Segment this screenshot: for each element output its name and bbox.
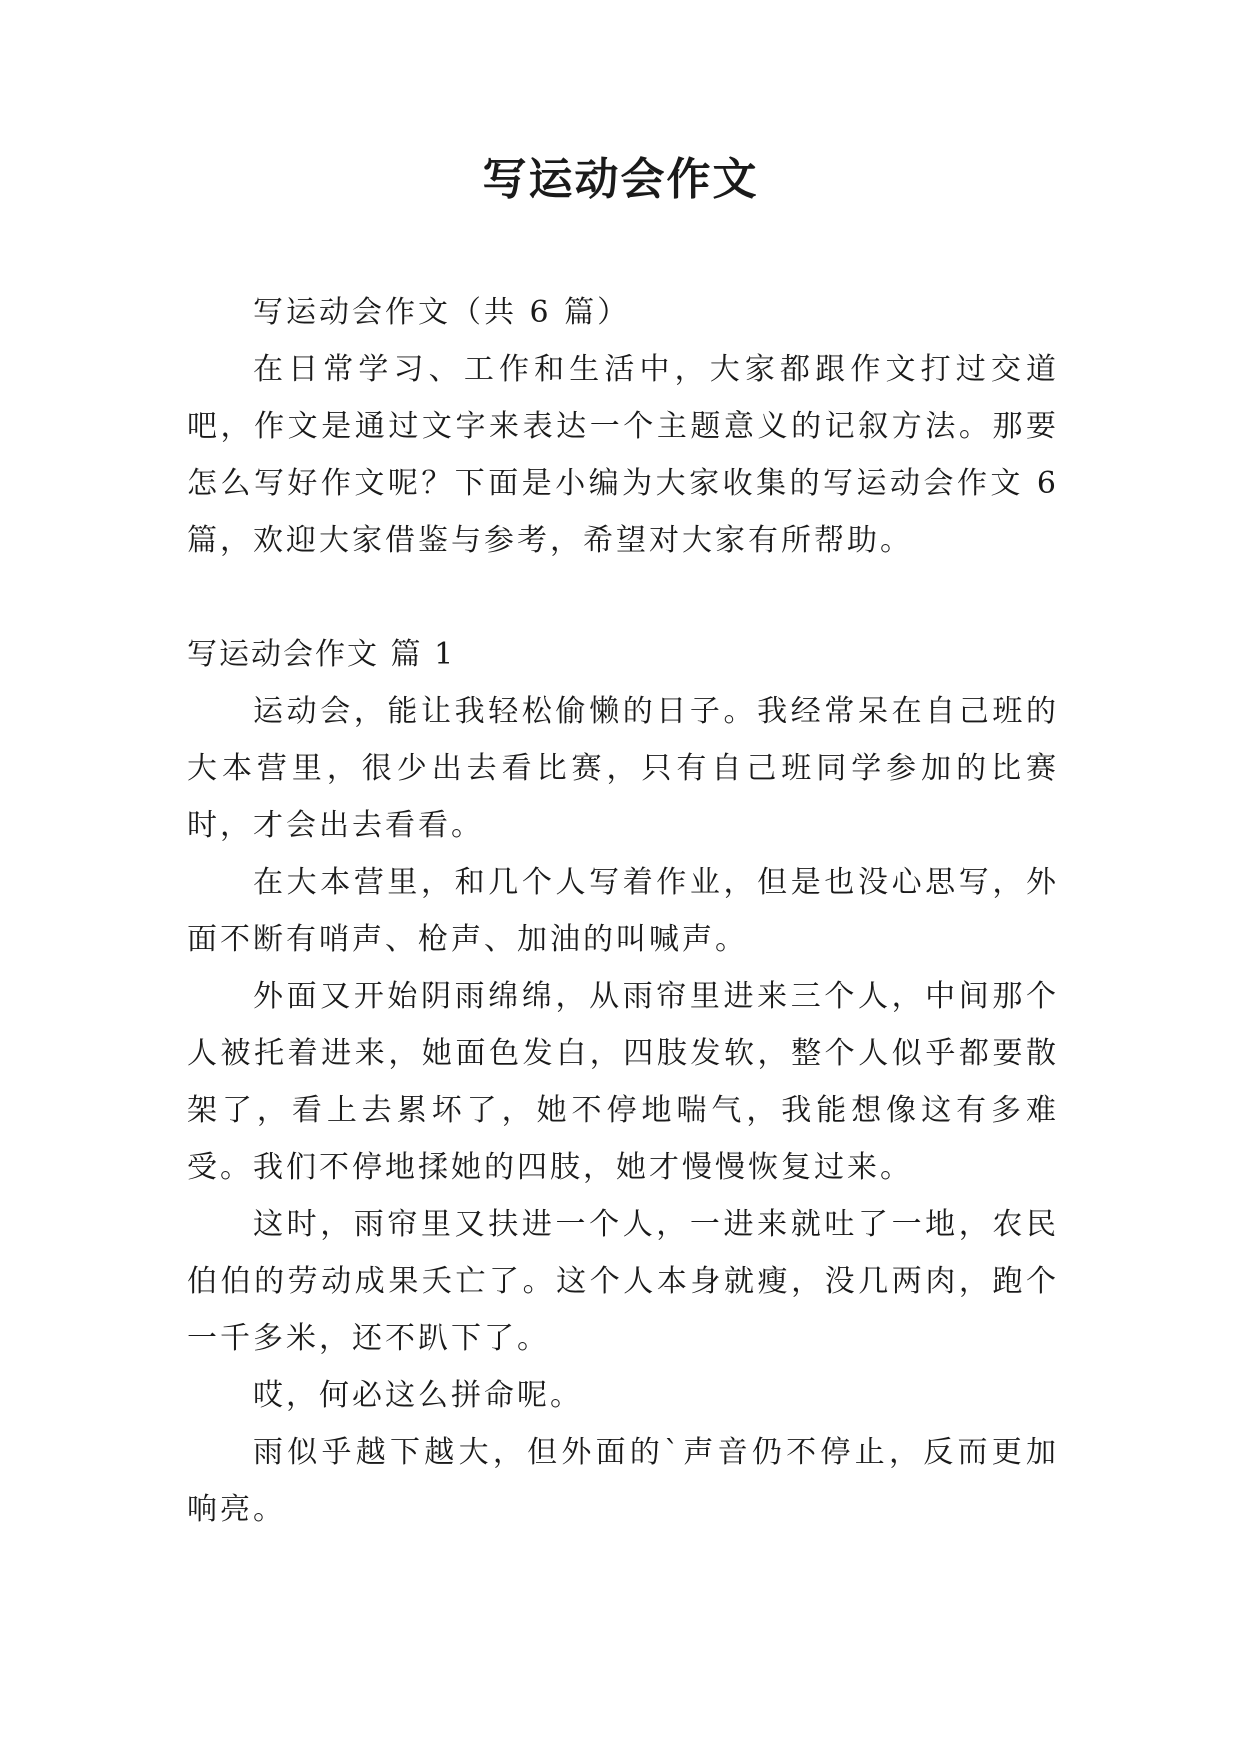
intro-paragraph: 在日常学习、工作和生活中，大家都跟作文打过交道吧，作文是通过文字来表达一个主题意义的记叙方法。那要怎么写好作文呢？下面是小编为大家收集的写运动会作文 6 篇，欢迎大家借鉴与参考，希望对大家有所帮助。 xyxy=(187,352,1059,558)
essay-paragraph: 这时，雨帘里又扶进一个人，一进来就吐了一地，农民伯伯的劳动成果夭亡了。这个人本身就瘦，没几两肉，跑个一千多米，还不趴下了。 xyxy=(187,1207,1059,1356)
document-title: 写运动会作文 xyxy=(482,154,759,205)
section-heading: 写运动会作文 篇 1 xyxy=(187,637,456,672)
document-body xyxy=(187,284,1059,1538)
essay-paragraph: 雨似乎越下越大，但外面的`声音仍不停止，反而更加响亮。 xyxy=(187,1435,1059,1527)
essay-paragraph: 在大本营里，和几个人写着作业，但是也没心思写，外面不断有哨声、枪声、加油的叫喊声。 xyxy=(187,865,1059,957)
intro-heading: 写运动会作文（共 6 篇） xyxy=(253,295,631,330)
essay-paragraph: 哎，何必这么拼命呢。 xyxy=(253,1378,583,1413)
essay-paragraph: 运动会，能让我轻松偷懒的日子。我经常呆在自己班的大本营里，很少出去看比赛，只有自己班同学参加的比赛时，才会出去看看。 xyxy=(187,694,1059,843)
section-spacer xyxy=(187,569,1059,626)
essay-paragraph: 外面又开始阴雨绵绵，从雨帘里进来三个人，中间那个人被托着进来，她面色发白，四肢发软，整个人似乎都要散架了，看上去累坏了，她不停地喘气，我能想像这有多难受。我们不停地揉她的四肢，她才慢慢恢复过来。 xyxy=(187,979,1059,1185)
